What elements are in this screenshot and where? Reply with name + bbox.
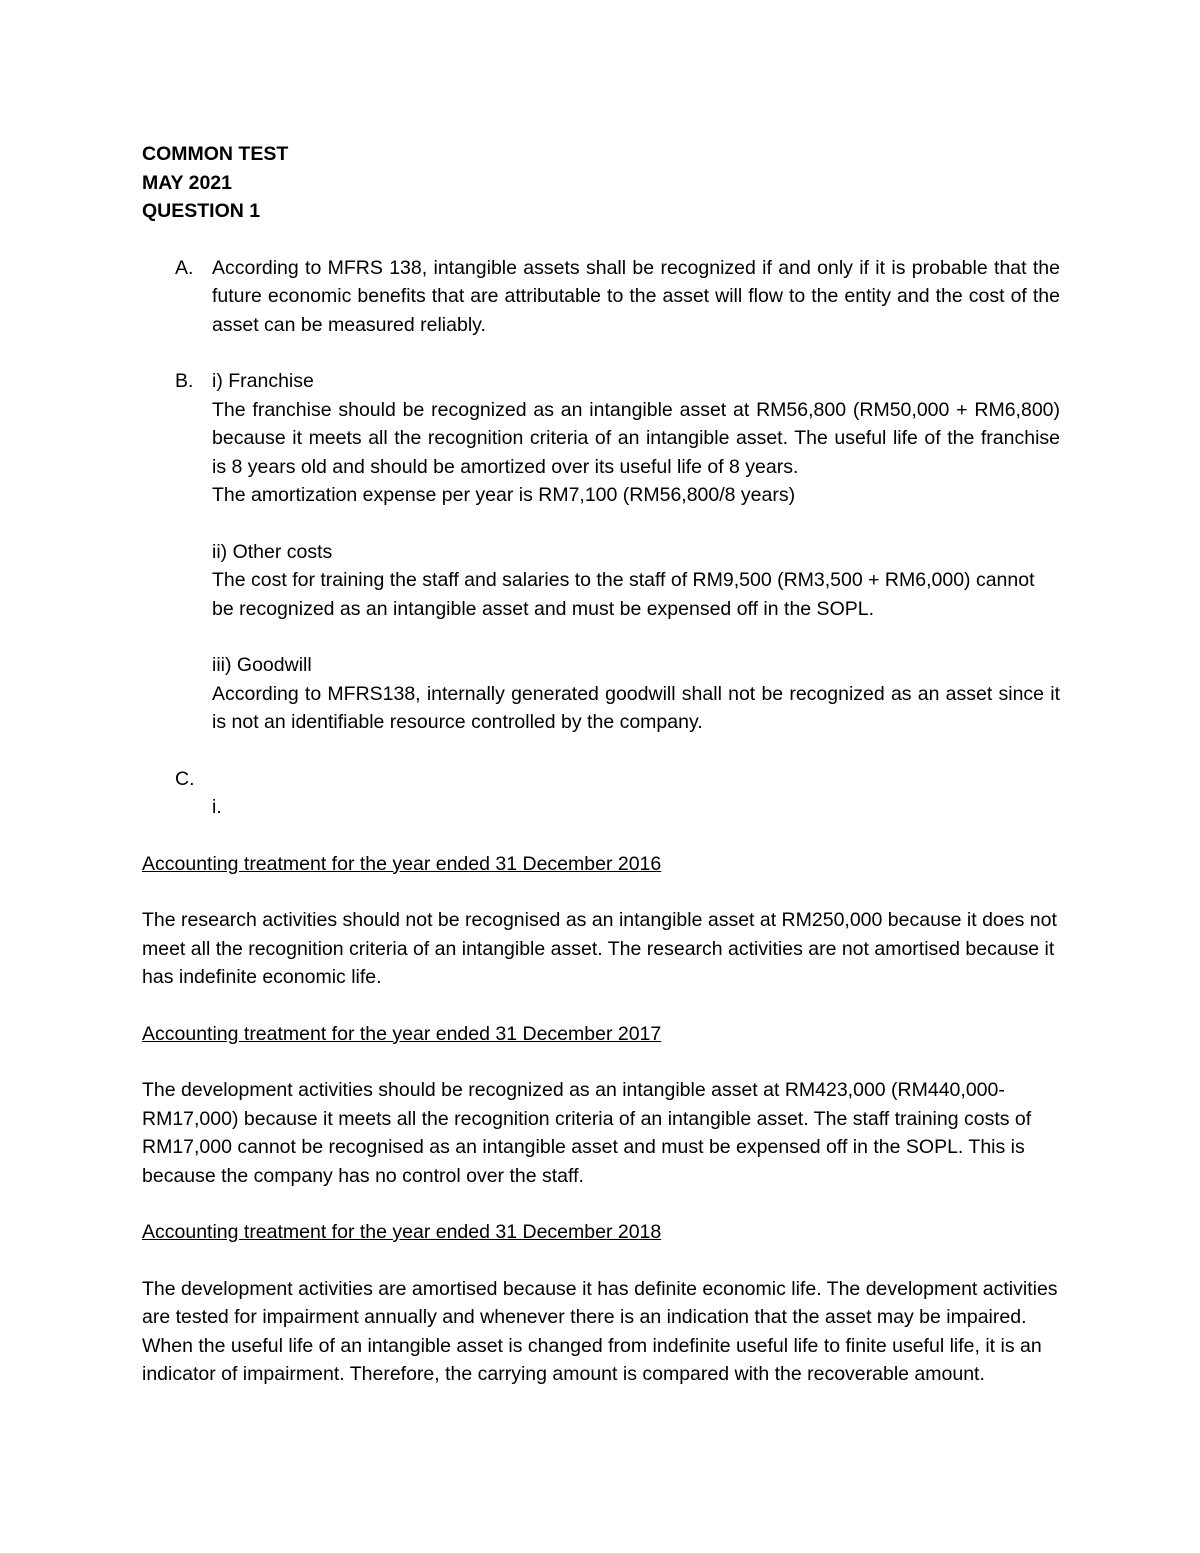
part-b-franchise — [212, 367, 1060, 510]
section-2017-text: The development activities should be recognized as an intangible asset at RM423,000 (RM440,000-RM17,000) because it meets all the recognition criteria of an intangible asset. The staff training costs of RM17,000 cannot be recognised as an intangible asset and must be expensed off in the SOPL. This is because the company has no control over the staff. — [142, 1079, 1032, 1187]
header-test-name: COMMON TEST — [142, 143, 289, 165]
header-date: MAY 2021 — [142, 171, 232, 194]
part-c-placeholder — [212, 765, 1060, 794]
goodwill-title: iii) Goodwill — [212, 654, 312, 676]
part-a — [142, 254, 1060, 340]
header-question: QUESTION 1 — [142, 200, 261, 222]
part-b — [142, 367, 1060, 737]
section-2016-text: The research activities should not be recognised as an intangible asset at RM250,000 because it does not meet all the recognition criteria of an intangible asset. The research activities are not amortised because it has indefinite economic life. — [142, 909, 1057, 988]
part-b-goodwill — [212, 651, 1060, 737]
other-costs-text: The cost for training the staff and salaries to the staff of RM9,500 (RM3,500 + RM6,000) cannot be recognized as an intangible asset and must be expensed off in the SOPL. — [212, 569, 1035, 620]
document-page — [142, 140, 1060, 1417]
goodwill-text: According to MFRS138, internally generated goodwill shall not be recognized as an asset since it is not an identifiable resource controlled by the company. — [212, 682, 1060, 733]
franchise-title: i) Franchise — [212, 370, 314, 392]
section-2016-title: Accounting treatment for the year ended 31 December 2016 — [142, 852, 662, 875]
franchise-text: The franchise should be recognized as an intangible asset at RM56,800 (RM50,000 + RM6,800) because it meets all the recognition criteria of an intangible asset. The useful life of the franchise is 8 years old and should be amortized over its useful life of 8 years. — [212, 398, 1060, 478]
part-a-marker: A. — [175, 256, 194, 279]
part-c — [142, 765, 1060, 822]
part-a-text: According to MFRS 138, intangible assets shall be recognized if and only if it is probable that the future economic benefits that are attributable to the asset will flow to the entity and the cost of the asset can be measured reliably. — [212, 256, 1060, 336]
section-2018-title: Accounting treatment for the year ended 31 December 2018 — [142, 1221, 662, 1243]
part-b-other-costs — [212, 538, 1060, 624]
part-c-marker: C. — [175, 767, 195, 790]
section-2018-text: The development activities are amortised because it has definite economic life. The development activities are tested for impairment annually and whenever there is an indication that the asset may be impaired. When the useful life of an intangible asset is changed from indefinite useful life to finite useful life, it is an indicator of impairment. Therefore, the carrying amount is compared with the recoverable amount. — [142, 1277, 1058, 1385]
part-b-marker: B. — [175, 370, 194, 392]
section-2017-title: Accounting treatment for the year ended 31 December 2017 — [142, 1022, 662, 1045]
part-c-sub-marker: i. — [212, 796, 222, 818]
other-costs-title: ii) Other costs — [212, 540, 333, 563]
franchise-amortization: The amortization expense per year is RM7,100 (RM56,800/8 years) — [212, 484, 796, 506]
document-header — [142, 140, 1060, 226]
